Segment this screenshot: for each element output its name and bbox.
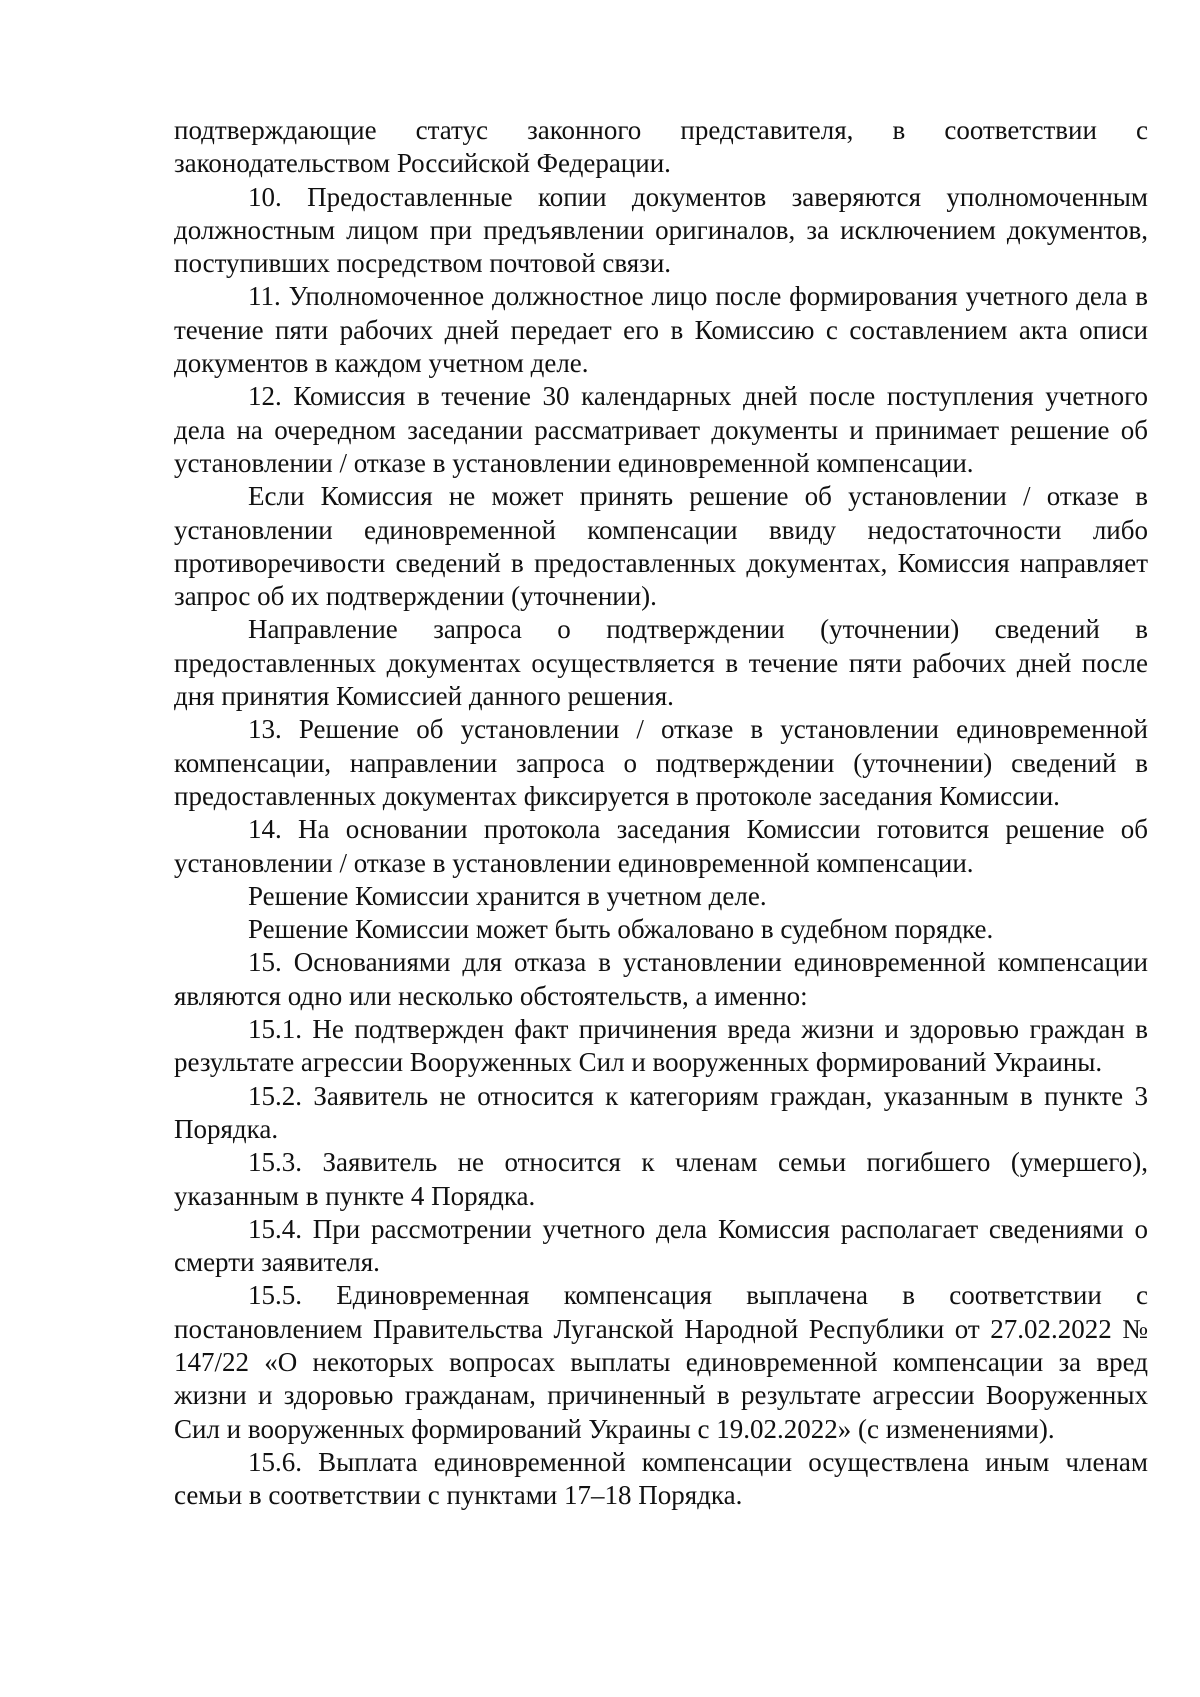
paragraph-item-14-appeal: Решение Комиссии может быть обжаловано в судебном порядке. <box>248 914 994 945</box>
paragraph-item-15-2: 15.2. Заявитель не относится к категориям граждан, указанным в пункте 3 Порядка. <box>174 1080 1148 1144</box>
paragraph-item-14-storage: Решение Комиссии хранится в учетном деле. <box>248 880 767 911</box>
paragraph-item-12-clarification: Если Комиссия не может принять решение об установлении / отказе в установлении единовременной компенсации ввиду недостаточности либо противоречивости сведений в предоставленных документах, Комиссия направляет запрос об их подтверждении (уточнении). <box>174 481 1148 612</box>
paragraph-item-10: 10. Предоставленные копии документов заверяются уполномоченным должностным лицом при предъявлении оригиналов, за исключением документов, поступивших посредством почтовой связи. <box>174 181 1148 279</box>
paragraph-item-13: 13. Решение об установлении / отказе в установлении единовременной компенсации, направлении запроса о подтверждении (уточнении) сведений в предоставленных документах фиксируется в протоколе заседания Комиссии. <box>174 714 1148 811</box>
paragraph-item-12: 12. Комиссия в течение 30 календарных дней после поступления учетного дела на очередном заседании рассматривает документы и принимает решение об установлении / отказе в установлении единовременной компенсации. <box>174 381 1148 478</box>
paragraph-item-11: 11. Уполномоченное должностное лицо после формирования учетного дела в течение пяти рабочих дней передает его в Комиссию с составлением акта описи документов в каждом учетном деле. <box>174 281 1148 379</box>
paragraph-item-14: 14. На основании протокола заседания Комиссии готовится решение об установлении / отказе в установлении единовременной компенсации. <box>174 814 1148 878</box>
paragraph-item-15-3: 15.3. Заявитель не относится к членам семьи погибшего (умершего), указанным в пункте 4 Порядка. <box>174 1147 1148 1211</box>
paragraph-item-15-6: 15.6. Выплата единовременной компенсации осуществлена иным членам семьи в соответствии с пунктами 17–18 Порядка. <box>174 1446 1148 1511</box>
paragraph-item-12-request: Направление запроса о подтверждении (уточнении) сведений в предоставленных документах осуществляется в течение пяти рабочих дней после дня принятия Комиссией данного решения. <box>174 614 1148 712</box>
document-body <box>174 114 1148 1512</box>
paragraph-item-15-4: 15.4. При рассмотрении учетного дела Комиссия располагает сведениями о смерти заявителя. <box>174 1213 1148 1278</box>
paragraph-continuation: подтверждающие статус законного представителя, в соответствии с законодательством Российской Федерации. <box>174 115 1148 179</box>
paragraph-item-15: 15. Основаниями для отказа в установлении единовременной компенсации являются одно или несколько обстоятельств, а именно: <box>174 947 1148 1011</box>
paragraph-item-15-5: 15.5. Единовременная компенсация выплачена в соответствии с постановлением Правительства Луганской Народной Республики от 27.02.2022 № 147/22 «О некоторых вопросах выплаты единовременной компенсации за вред жизни и здоровью гражданам, причиненный в результате агрессии Вооруженных Сил и вооруженных формирований Украины с 19.02.2022» (с изменениями). <box>174 1280 1148 1444</box>
paragraph-item-15-1: 15.1. Не подтвержден факт причинения вреда жизни и здоровью граждан в результате агрессии Вооруженных Сил и вооруженных формирований Украины. <box>174 1014 1148 1078</box>
